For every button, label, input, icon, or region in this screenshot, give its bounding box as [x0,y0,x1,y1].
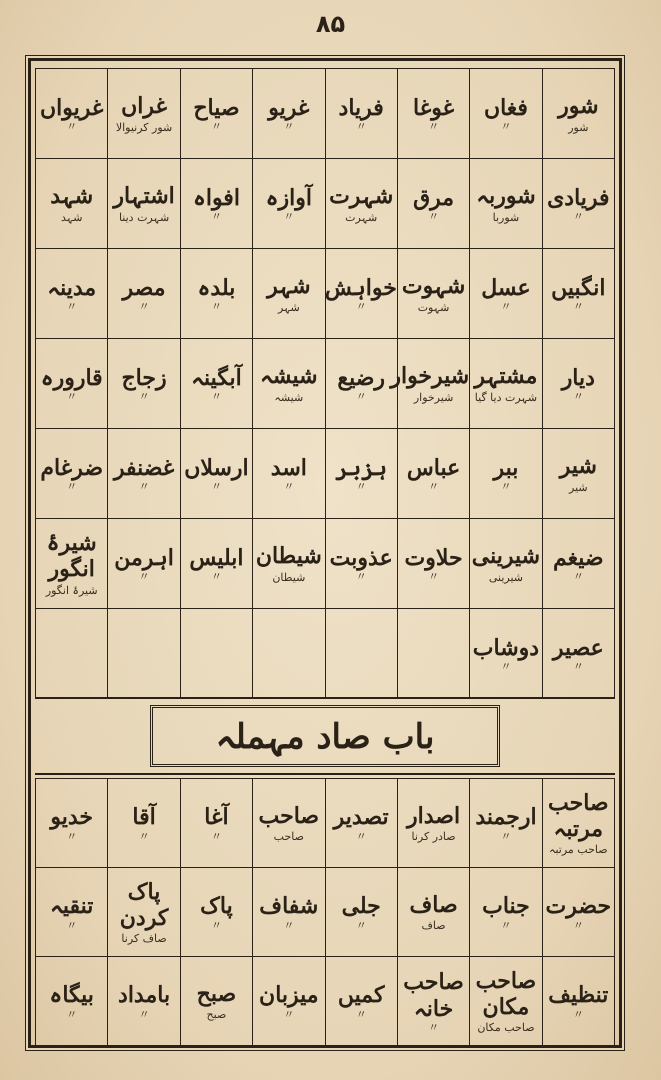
word-cell [397,159,469,249]
word: غریواں [39,94,104,121]
word: غضنفر [113,454,175,481]
word-cell [325,339,397,429]
table-row [36,429,615,519]
word: خواہش [324,274,397,301]
word-cell [108,429,180,519]
ditto-mark: 〃 [500,918,512,932]
word-cell [470,159,542,249]
word-cell [542,609,614,699]
ditto-mark: 〃 [572,300,584,314]
word-cell [108,609,180,699]
word-cell [397,957,469,1046]
word-cell [470,519,542,609]
word-cell [36,159,108,249]
ditto-mark: 〃 [210,918,222,932]
word: زجاج [121,364,167,391]
word-cell [180,519,252,609]
ditto-mark: 〃 [572,660,584,674]
table-row [36,957,615,1046]
word-cell [108,957,180,1046]
word: آوازہ [265,184,312,211]
word: تنقیہ [49,893,94,920]
word-cell [470,957,542,1046]
ditto-mark: 〃 [355,120,367,134]
word-cell [253,519,325,609]
word-gloss: شہرت دینا [118,210,170,224]
word-cell [253,609,325,699]
word: انگبیں [551,274,606,301]
word: عسل [481,274,531,301]
word: شفاف [259,893,319,920]
ditto-mark: 〃 [210,570,222,584]
word-cell [325,159,397,249]
ditto-mark: 〃 [210,480,222,494]
word-cell [36,339,108,429]
word: غراں [121,93,168,120]
word-gloss: شہرت دیا گیا [474,390,538,404]
word: رضیع [337,364,386,391]
word-cell [325,429,397,519]
word: غریو [268,94,310,121]
word-gloss: شور [568,120,589,134]
word: شور [558,93,599,120]
word: صاحب [258,802,320,829]
word-cell [108,779,180,868]
ditto-mark: 〃 [138,300,150,314]
ditto-mark: 〃 [66,120,78,134]
word: حضرت [545,893,612,920]
ditto-mark: 〃 [138,570,150,584]
word-cell [542,159,614,249]
word: قارورہ [40,364,103,391]
word: صیاح [193,94,240,121]
word: صاحب خانہ [403,969,464,1022]
word-cell [253,249,325,339]
word: شہر [267,273,311,300]
word: حلاوت [404,544,463,571]
ditto-mark: 〃 [138,390,150,404]
word-cell [36,519,108,609]
word-cell [253,957,325,1046]
word: مدینہ [47,274,97,301]
word-gloss: شور کرنیوالا [115,120,173,134]
word: شہوت [401,273,466,300]
word: شیر [559,453,597,480]
word-gloss: شیرۂ انگور [45,583,98,597]
word-cell [397,429,469,519]
word: مشتہر [474,363,538,390]
ditto-mark: 〃 [355,390,367,404]
ditto-mark: 〃 [138,1007,150,1021]
word: عصیر [552,634,604,661]
ditto-mark: 〃 [66,480,78,494]
word-cell [542,429,614,519]
section-title: باب صاد مہملہ [150,705,500,767]
word: ابلیس [189,544,244,571]
word: بیگاہ [49,982,94,1009]
word-cell [36,957,108,1046]
ditto-mark: 〃 [210,829,222,843]
table-row [36,779,615,868]
word-cell [180,957,252,1046]
word-cell [253,69,325,159]
word-cell [390,339,470,429]
ditto-mark: 〃 [138,480,150,494]
ditto-mark: 〃 [572,210,584,224]
word: جلی [341,893,381,920]
word: اشتہار [113,183,175,210]
ditto-mark: 〃 [572,918,584,932]
word-cell [180,779,252,868]
ditto-mark: 〃 [428,1020,440,1034]
word: میزبان [259,982,319,1009]
word-cell [253,429,325,519]
ditto-mark: 〃 [500,480,512,494]
word: جناب [482,893,530,920]
ditto-mark: 〃 [210,210,222,224]
word: دیار [561,364,595,391]
word-cell [397,609,469,699]
word-cell [253,779,325,868]
word: عذوبت [329,544,393,571]
word-cell [180,429,252,519]
word-gloss: صادر کرنا [411,830,456,844]
section-banner [35,697,615,775]
word-cell [470,868,542,957]
word-cell [180,69,252,159]
ditto-mark: 〃 [355,918,367,932]
word-cell [108,339,180,429]
word: آغا [204,804,229,831]
word-gloss: صاف [421,919,446,933]
word-cell [180,159,252,249]
ditto-mark: 〃 [66,829,78,843]
word-cell [325,609,397,699]
ditto-mark: 〃 [66,300,78,314]
word: شہد [50,183,94,210]
word-cell [253,339,325,429]
ditto-mark: 〃 [355,570,367,584]
word-gloss: شیرخوار [413,390,454,404]
word-cell [180,249,252,339]
word-gloss: صبح [206,1008,227,1022]
word-cell [542,779,614,868]
ditto-mark: 〃 [210,120,222,134]
word: صبح [196,980,237,1007]
ditto-mark: 〃 [428,570,440,584]
word-cell [180,609,252,699]
word-gloss: شوربا [492,210,520,224]
word: شہرت [329,183,394,210]
word: تنظیف [548,982,609,1009]
table-row [36,868,615,957]
word: عباس [406,454,461,481]
word-cell [108,868,180,957]
top-word-table [35,68,615,699]
ditto-mark: 〃 [283,120,295,134]
word: پاک [200,893,233,920]
table-row [36,159,615,249]
word: شیشہ [260,363,318,390]
word-gloss: صاحب مرتبہ [549,843,608,857]
word-cell [325,957,397,1046]
ditto-mark: 〃 [428,210,440,224]
ditto-mark: 〃 [572,1007,584,1021]
word: شیرۂ انگور [46,530,97,583]
word-cell [36,429,108,519]
ditto-mark: 〃 [283,480,295,494]
word: شوربہ [476,183,536,210]
word-cell [542,339,614,429]
ditto-mark: 〃 [500,829,512,843]
word: تصدیر [333,804,389,831]
word: صاحب مرتبہ [548,789,609,842]
word-cell [36,868,108,957]
word: مرق [413,184,455,211]
word-cell [325,519,397,609]
word-gloss: صاحب [273,830,304,844]
word: کمیں [337,982,385,1009]
ditto-mark: 〃 [66,918,78,932]
word: ارسلاں [184,454,249,481]
word-cell [542,69,614,159]
ditto-mark: 〃 [572,570,584,584]
ditto-mark: 〃 [210,390,222,404]
word-cell [470,609,542,699]
word-cell [180,339,252,429]
table-row [36,519,615,609]
word-cell [253,159,325,249]
ditto-mark: 〃 [138,829,150,843]
table-row [36,69,615,159]
word: خدیو [50,804,93,831]
word-cell [542,957,614,1046]
word-cell [253,868,325,957]
table-row [36,249,615,339]
word: افواہ [192,184,240,211]
word-gloss: شیر [569,480,588,494]
word: پاک کردن [119,878,169,931]
table-row [36,609,615,699]
ditto-mark: 〃 [355,1007,367,1021]
word-cell [325,868,397,957]
word: شیرینی [471,543,541,570]
word-cell [180,868,252,957]
word: صاحب مکان [475,967,537,1020]
word-cell [397,868,469,957]
word-cell [36,779,108,868]
ditto-mark: 〃 [210,300,222,314]
ditto-mark: 〃 [283,210,295,224]
word: شیرخوار [390,363,470,390]
word-cell [36,69,108,159]
word: اسد [270,454,307,481]
ditto-mark: 〃 [428,480,440,494]
word-cell [325,69,397,159]
word-cell [470,69,542,159]
word: شیطان [255,543,322,570]
word-cell [542,519,614,609]
ditto-mark: 〃 [500,660,512,674]
word-cell [325,249,397,339]
word: آبگینہ [191,364,242,391]
word-gloss: صاف کرنا [121,932,167,946]
word: ضرغام [40,454,104,481]
word: بلدہ [197,274,236,301]
ditto-mark: 〃 [572,390,584,404]
bottom-word-table [35,778,615,1046]
word-gloss: شیشہ [274,390,304,404]
ditto-mark: 〃 [283,1007,295,1021]
ditto-mark: 〃 [428,120,440,134]
table-row [36,339,615,429]
word-cell [36,609,108,699]
word: بامداد [118,982,171,1009]
word: آقا [132,804,156,831]
word: فغاں [483,94,528,121]
ditto-mark: 〃 [355,480,367,494]
ditto-mark: 〃 [500,120,512,134]
word-gloss: شہوت [417,300,450,314]
word: دوشاب [472,634,540,661]
ditto-mark: 〃 [283,918,295,932]
word: ہزبر [335,454,387,481]
word-cell [108,159,180,249]
word-gloss: شیرینی [488,570,524,584]
word: اہرمن [114,544,174,571]
word-cell [397,69,469,159]
word-gloss: شیطان [272,570,306,584]
ditto-mark: 〃 [355,300,367,314]
word: مصر [122,274,166,301]
word-cell [397,249,469,339]
word: ضیغم [553,544,604,571]
word-cell [325,779,397,868]
word-cell [470,339,542,429]
word-cell [542,868,614,957]
word: فریادی [547,184,610,211]
page-number: ۸۵ [315,10,346,38]
word: فریاد [338,94,384,121]
word-gloss: شہد [60,210,83,224]
word: ببر [493,454,519,481]
ditto-mark: 〃 [66,1007,78,1021]
word-gloss: صاحب مکان [477,1021,535,1035]
word-cell [36,249,108,339]
word-cell [108,519,180,609]
word-cell [108,249,180,339]
word-gloss: شہر [277,300,300,314]
word: صاف [409,891,458,918]
word-cell [470,429,542,519]
word-cell [108,69,180,159]
word: غوغا [413,94,455,121]
ditto-mark: 〃 [355,829,367,843]
word: ارجمند [475,804,537,831]
word-cell [397,779,469,868]
word-cell [470,249,542,339]
ditto-mark: 〃 [66,390,78,404]
word: اصدار [407,802,461,829]
word-cell [397,519,469,609]
ditto-mark: 〃 [500,300,512,314]
word-gloss: شہرت [345,210,378,224]
word-cell [542,249,614,339]
word-cell [470,779,542,868]
